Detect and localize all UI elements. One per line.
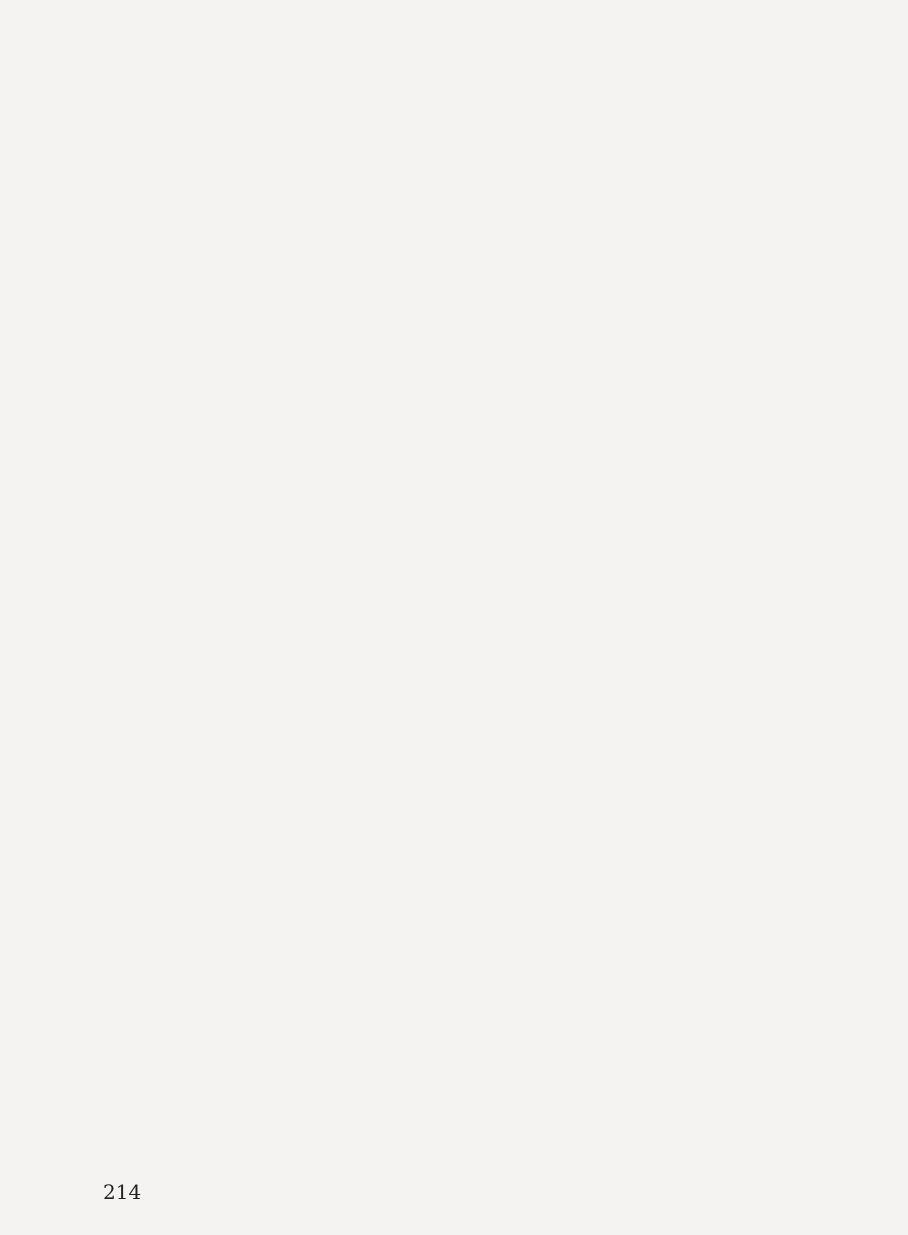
page-number: 214 <box>103 1180 142 1204</box>
